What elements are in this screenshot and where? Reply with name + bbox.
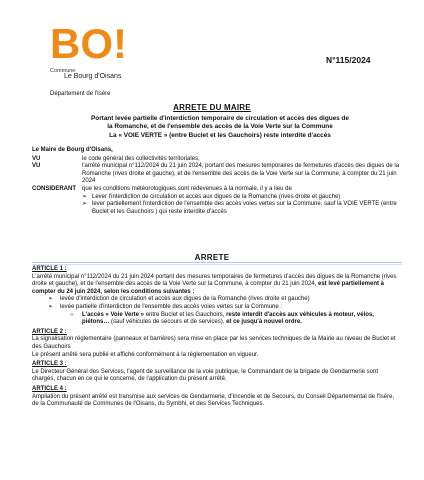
vu-2-text: l'arrêté municipal n°112/2024 du 21 juin 2024, portant des mesures temporaires de fermetures d'accès des digues de la Romanche (rives droite et gauche), et de l'ensemble des accès de la Voie Verte sur la Commune, à compter du 21 juin 2024 <box>82 163 400 185</box>
vu-1-text: le code général des collectivités territoriales; <box>82 155 200 162</box>
arrete-number: N°115/2024 <box>326 55 371 65</box>
preamble <box>32 147 402 216</box>
article-2-text-1: La signalisation réglementaire (panneaux et barrières) sera mise en place par les services techniques de la Mairie au niveau de Buclet et des Gauchoirs <box>32 336 396 350</box>
considerant-bullet-2: ➢ lever partiellement l'interdiction de l'ensemble des accès voies vertes sur la Commune, sauf la VOIE VERTE (entre Buclet et les Gauchoirs ) qui reste interdite d'accès <box>82 201 397 215</box>
subtitle-line-1: Portant levée partielle d'interdiction temporaire de circulation et accès des digues de <box>91 115 349 122</box>
article-1-label: ARTICLE 1 : <box>32 266 67 272</box>
article-3-label: ARTICLE 3 : <box>32 361 67 368</box>
articles <box>32 266 402 409</box>
article-1-text: L'arrêté municipal n°112/2024 du 21 juin 2024 portant des mesures temporaires de fermetures d'accès des digues de la Romanche (rives droite et gauche), et de l'ensemble des accès de la Voie Verte sur la Commune, à compter du 21 juin 2024, est levé partiellement à compter du 24 juin 2024, selon les conditions suivantes : <box>32 273 397 295</box>
article-1-bullet-2: ➢ levée partielle d'interdiction de l'ensemble des accès voies vertes sur la Commune : <box>48 303 283 310</box>
heading-divider <box>32 262 402 263</box>
considerant-label: CONSIDERANT <box>32 185 77 192</box>
article-3-text: Le Directeur Général des Services, l'agent de surveillance de la voie publique, le Commandant de la brigade de Gendarmerie sont chargés, chacun en ce qui le concerne, de l'application du présent arrêté. <box>32 368 379 383</box>
article-2-text-2: Le présent arrêté sera publié et affiché conformément à la réglementation en vigueur. <box>32 351 259 358</box>
considerant-body <box>82 186 402 216</box>
vu-1 <box>32 156 402 164</box>
article-2-label: ARTICLE 2 : <box>32 328 67 335</box>
heading-divider-shadow <box>32 264 402 265</box>
arrow-bullet-icon: ➢ <box>48 303 54 310</box>
department-label: Département de l'Isère <box>50 91 111 97</box>
considerant <box>32 186 402 216</box>
commune-label: Commune <box>50 68 76 74</box>
subtitle-line-2: la Romanche, et de l'ensemble des accès de la Voie Verte sur la Commune <box>107 123 333 131</box>
considerant-text: que les conditions météorologiques sont redevenues à la normale, il y a lieu de <box>82 185 292 192</box>
mayor-line: Le Maire de Bourg d'Oisans, <box>32 147 113 153</box>
vu-2 <box>32 163 402 186</box>
considerant-bullet-1: ➢ Lever l'interdiction de circulation et accès aux digues de la Romanche (rives droite et gauche) <box>82 193 341 200</box>
article-4-label: ARTICLE 4 : <box>32 385 67 392</box>
document-subtitle <box>60 115 380 140</box>
document-title: ARRETE DU MAIRE <box>173 103 251 112</box>
commune-name: Le Bourg d'Oisans <box>64 73 122 80</box>
arrow-bullet-icon: ➢ <box>82 193 88 200</box>
circle-bullet-icon: ○ <box>70 311 74 318</box>
commune-logo <box>50 24 130 64</box>
arrow-bullet-icon: ➢ <box>82 201 88 208</box>
vu-label: VU <box>32 155 41 162</box>
article-1-sub-bullet: ○ L'accès « Voie Verte » entre Buclet et les Gauchoirs, reste interdit d'accès aux véhicules à moteur, vélos, piétons… (sauf véhicules de secours et de services), et ce jusqu'à nouvel ordre. <box>70 311 374 326</box>
article-4-text: Ampliation du présent arrêté est transmise aux services de Gendarmerie, d'Incendie et de Secours, du Conseil Départemental de l'Isère, de la Communauté de Communes de l'Oisans, du Symbhi, et des Services Techniques. <box>32 393 395 408</box>
arrow-bullet-icon: ➢ <box>48 296 54 303</box>
logo-text: BO! <box>50 24 127 64</box>
vu-label: VU <box>32 163 41 170</box>
article-1-bullet-1: ➢ levée d'interdiction de circulation et accès aux digues de la Romanche (rives droite et gauche) <box>48 296 310 303</box>
subtitle-line-3: La « VOIE VERTE » (entre Buclet et les Gauchoirs) reste interdite d'accès <box>109 131 331 139</box>
arrete-heading: ARRETE <box>194 253 230 262</box>
